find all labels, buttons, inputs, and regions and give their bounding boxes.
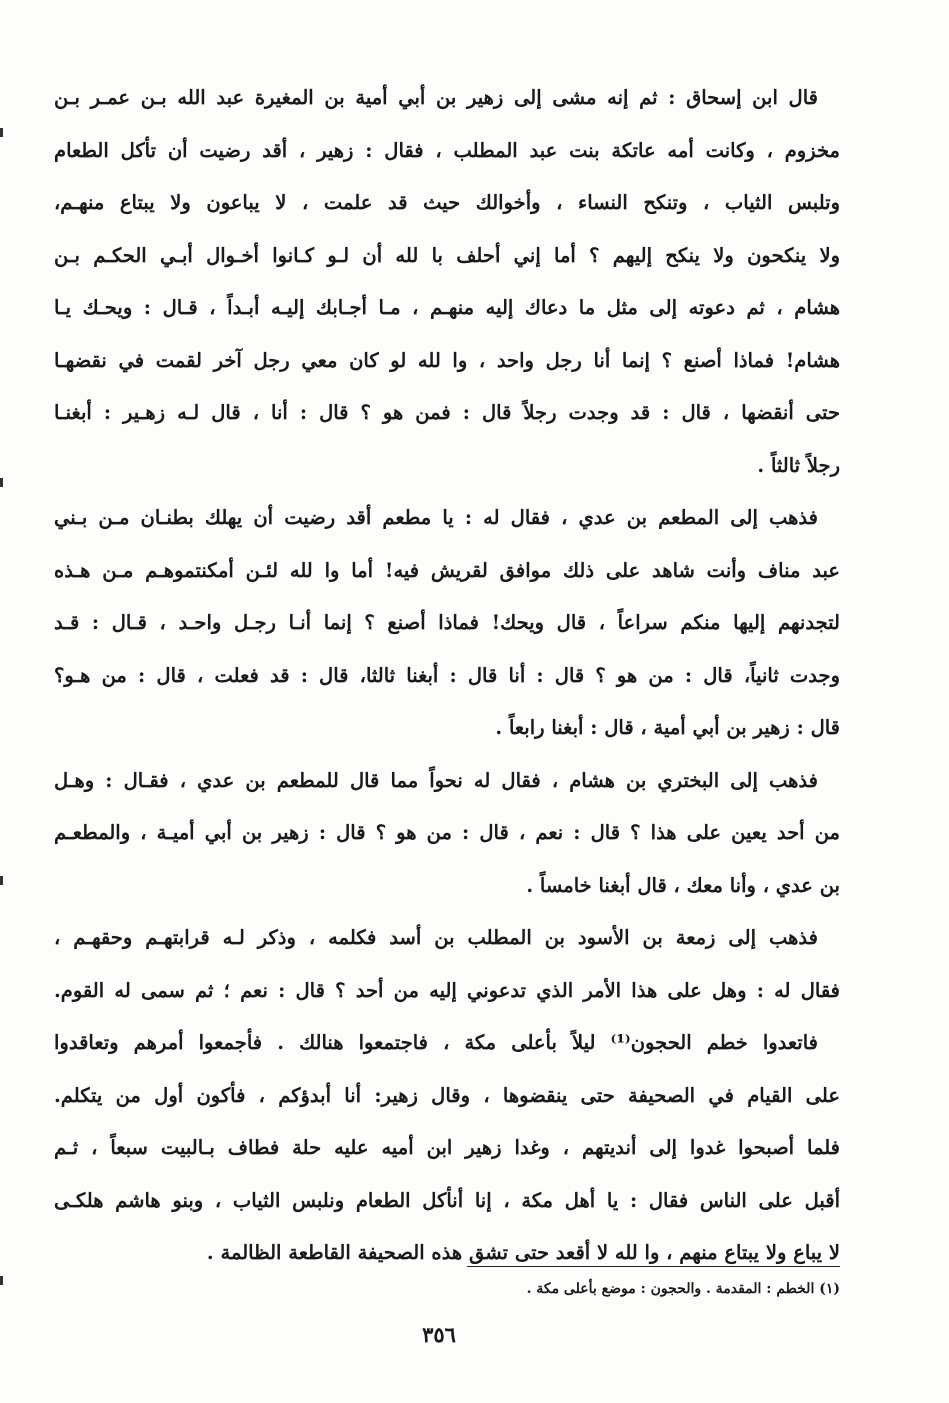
scan-edge-mark: [0, 1276, 3, 1285]
text-line: لا يباع ولا يبتاع منهم ، وا لله لا أقعد حتى تشق هذه الصحيفة القاطعة الظالمة .: [206, 1241, 840, 1264]
text-line: وتلبس الثياب ، وتنكح النساء ، وأخوالك حيث قد علمت ، لا يباعون ولا يبتاع منهـم،: [54, 191, 840, 214]
text-line: فذهب إلى المطعم بن عدي ، فقال له : يا مطعم أقد رضيت أن يهلك بطنـان مـن بـني: [54, 506, 818, 529]
text-line: فذهب إلى زمعة بن الأسود بن المطلب بن أسد فكلمه ، وذكر لـه قرابتهـم وحقهـم ،: [54, 926, 818, 949]
footnote: (١) الخطم : المقدمة . والحجون : موضع بأعلى مكة .: [526, 1281, 840, 1297]
text-line: من أحد يعين على هذا ؟ قال : نعم ، قال : من هو ؟ قال : زهير بن أبي أميـة ، والمطعـم: [54, 821, 840, 844]
text-line: هشام ، ثم دعوته إلى مثل ما دعاك إليه منهـم ، مـا أجـابك إليـه أبـداً ، قـال : ويحـك يـا: [54, 296, 840, 319]
scan-edge-mark: [0, 876, 3, 885]
scan-edge-mark: [0, 478, 3, 487]
text-line: قال ابن إسحاق : ثم إنه مشى إلى زهير بن أبي أمية بن المغيرة عبد الله بـن عمـر بـن: [54, 86, 818, 109]
text-line: أقبل على الناس فقال : يا أهل مكة ، إنا أنأكل الطعام ونلبس الثياب ، وبنو هاشم هلكـى: [54, 1188, 840, 1212]
text-line: فذهب إلى البختري بن هشام ، فقال له نحواً مما قال للمطعم بن عدي ، فقـال : وهـل: [54, 768, 818, 792]
text-line: عبد مناف وأنت شاهد على ذلك موافق لقريش فيه! أما وا لله لئـن أمكنتموهـم مـن هـذه: [54, 558, 840, 582]
text-line: بن عدي ، وأنا معك ، قال أبغنا خامساً .: [526, 873, 840, 897]
text-line: لتجدنهم إليها منكم سراعاً ، قال ويحك! فماذا أصنع ؟ إنما أنـا رجـل واحـد ، قـال : قـد: [54, 611, 840, 634]
text-line: على القيام في الصحيفة حتى ينقضوها ، وقال زهير: أنا أبدؤكم ، فأكون أول من يتكلم.: [54, 1083, 840, 1107]
text-line: فاتعدوا خطم الحجون⁽¹⁾ ليلاً بأعلى مكة ، فاجتمعوا هنالك . فأجمعوا أمرهم وتعاقدوا: [54, 1031, 818, 1054]
text-line: ولا ينكحون ولا ينكح إليهم ؟ أما إني أحلف با لله أن لـو كـانوا أخـوال أبـي الحكـم بـن: [54, 243, 840, 267]
text-line: حتى أنقضها ، قال : قد وجدت رجلاً قال : فمن هو ؟ قال : أنا ، قال لـه زهـير : أبغنـا: [54, 401, 840, 424]
text-line: وجدت ثانياً، قال : من هو ؟ قال : أنا قال : أبغنا ثالثا، قال : قد فعلت ، قال : من هـو؟: [54, 663, 840, 687]
text-line: فلما أصبحوا غدوا إلى أنديتهم ، وغدا زهير ابن أميه عليه حلة فطاف بـالبيت سبعاً ، ثـم: [54, 1136, 840, 1159]
footnote-separator: [467, 1266, 840, 1267]
page-number: ٣٥٦: [422, 1322, 456, 1347]
text-line: فقال له : وهل على هذا الأمر الذي تدعوني إليه من أحد ؟ قال : نعم ؛ ثم سمى له القوم.: [54, 978, 840, 1002]
scan-edge-mark: [0, 128, 3, 137]
text-line: هشام! فماذا أصنع ؟ إنما أنا رجل واحد ، وا لله لو كان معي رجل آخر لقمت في نقضهـا: [54, 348, 840, 372]
text-line: مخزوم ، وكانت أمه عاتكة بنت عبد المطلب ، فقال : زهير ، أقد رضيت أن تأكل الطعام: [54, 138, 840, 162]
text-line: قال : زهير بن أبي أمية ، قال : أبغنا رابعاً .: [495, 716, 840, 739]
text-line: رجلاً ثالثاً .: [757, 453, 840, 477]
main-text: [54, 72, 840, 1280]
